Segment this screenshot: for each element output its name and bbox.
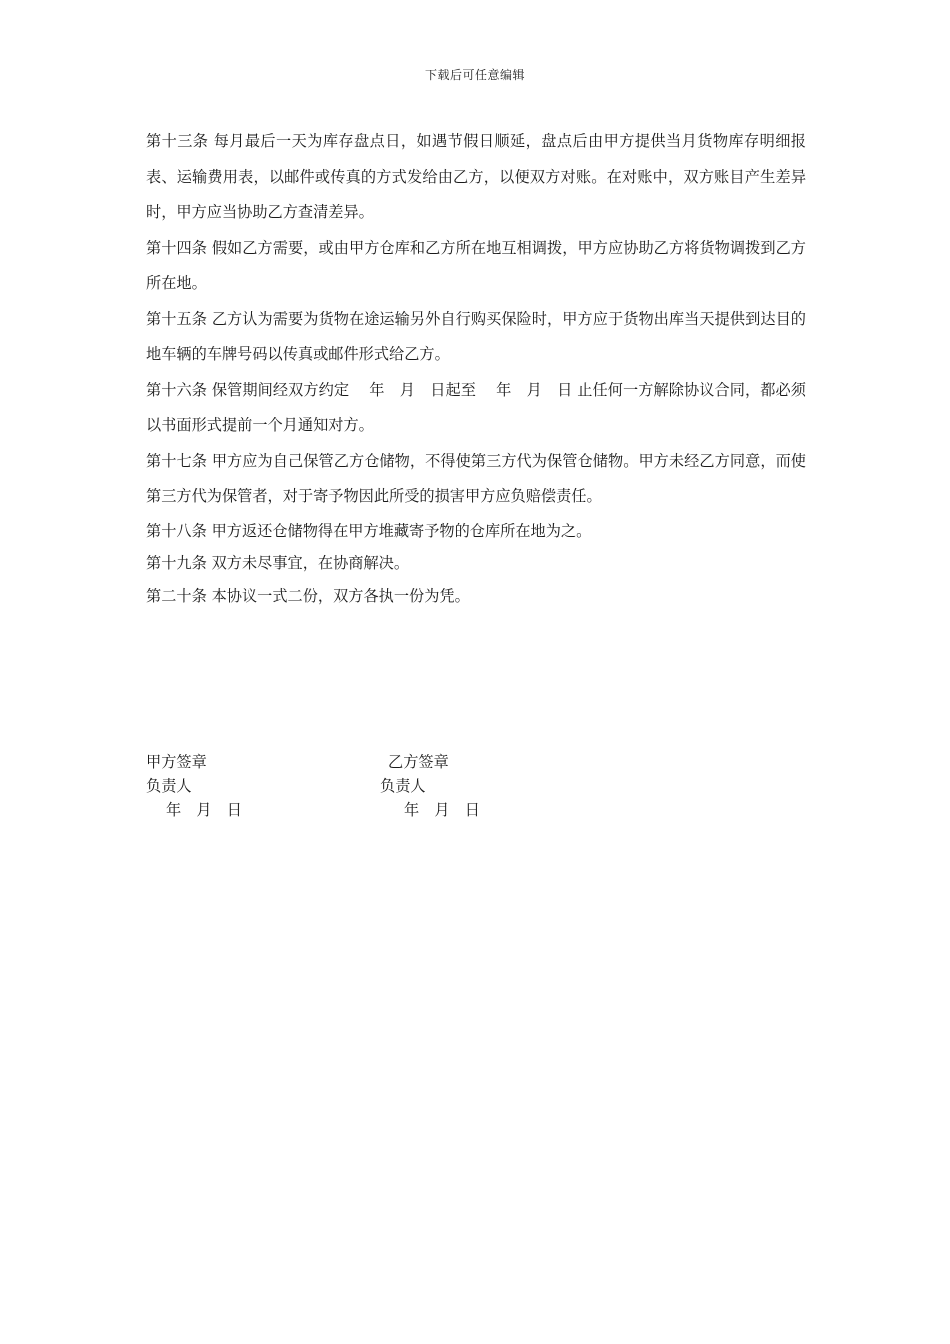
clause-15: 第十五条 乙方认为需要为货物在途运输另外自行购买保险时，甲方应于货物出库当天提供到达目的地车辆的车牌号码以传真或邮件形式给乙方。	[146, 309, 806, 363]
contract-clauses	[146, 124, 806, 612]
party-a-person-label: 负责人	[146, 777, 192, 795]
clause-19: 第十九条 双方未尽事宜，在协商解决。	[146, 554, 410, 572]
signature-party-b	[380, 750, 600, 822]
signature-party-a	[146, 750, 366, 822]
party-b-seal-label: 乙方签章	[388, 753, 449, 771]
header-note: 下载后可任意编辑	[424, 68, 525, 82]
clause-14: 第十四条 假如乙方需要，或由甲方仓库和乙方所在地互相调拨，甲方应协助乙方将货物调拨到乙方所在地。	[146, 238, 806, 292]
party-a-seal-label: 甲方签章	[146, 753, 207, 771]
party-b-date: 年 月 日	[404, 801, 480, 819]
clause-13: 第十三条 每月最后一天为库存盘点日，如遇节假日顺延，盘点后由甲方提供当月货物库存明细报表、运输费用表，以邮件或传真的方式发给由乙方，以便双方对账。在对账中，双方账目产生差异时，甲方应当协助乙方查清差异。	[146, 132, 806, 221]
clause-16: 第十六条 保管期间经双方约定 年 月 日起至 年 月 日 止任何一方解除协议合同，都必须以书面形式提前一个月通知对方。	[146, 380, 806, 434]
clause-18: 第十八条 甲方返还仓储物得在甲方堆藏寄予物的仓库所在地为之。	[146, 521, 592, 540]
party-a-date: 年 月 日	[166, 801, 242, 819]
party-b-person-label: 负责人	[380, 777, 426, 795]
clause-20: 第二十条 本协议一式二份，双方各执一份为凭。	[146, 586, 470, 605]
clause-17: 第十七条 甲方应为自己保管乙方仓储物，不得使第三方代为保管仓储物。甲方未经乙方同意，而使第三方代为保管者，对于寄予物因此所受的损害甲方应负赔偿责任。	[146, 451, 806, 505]
